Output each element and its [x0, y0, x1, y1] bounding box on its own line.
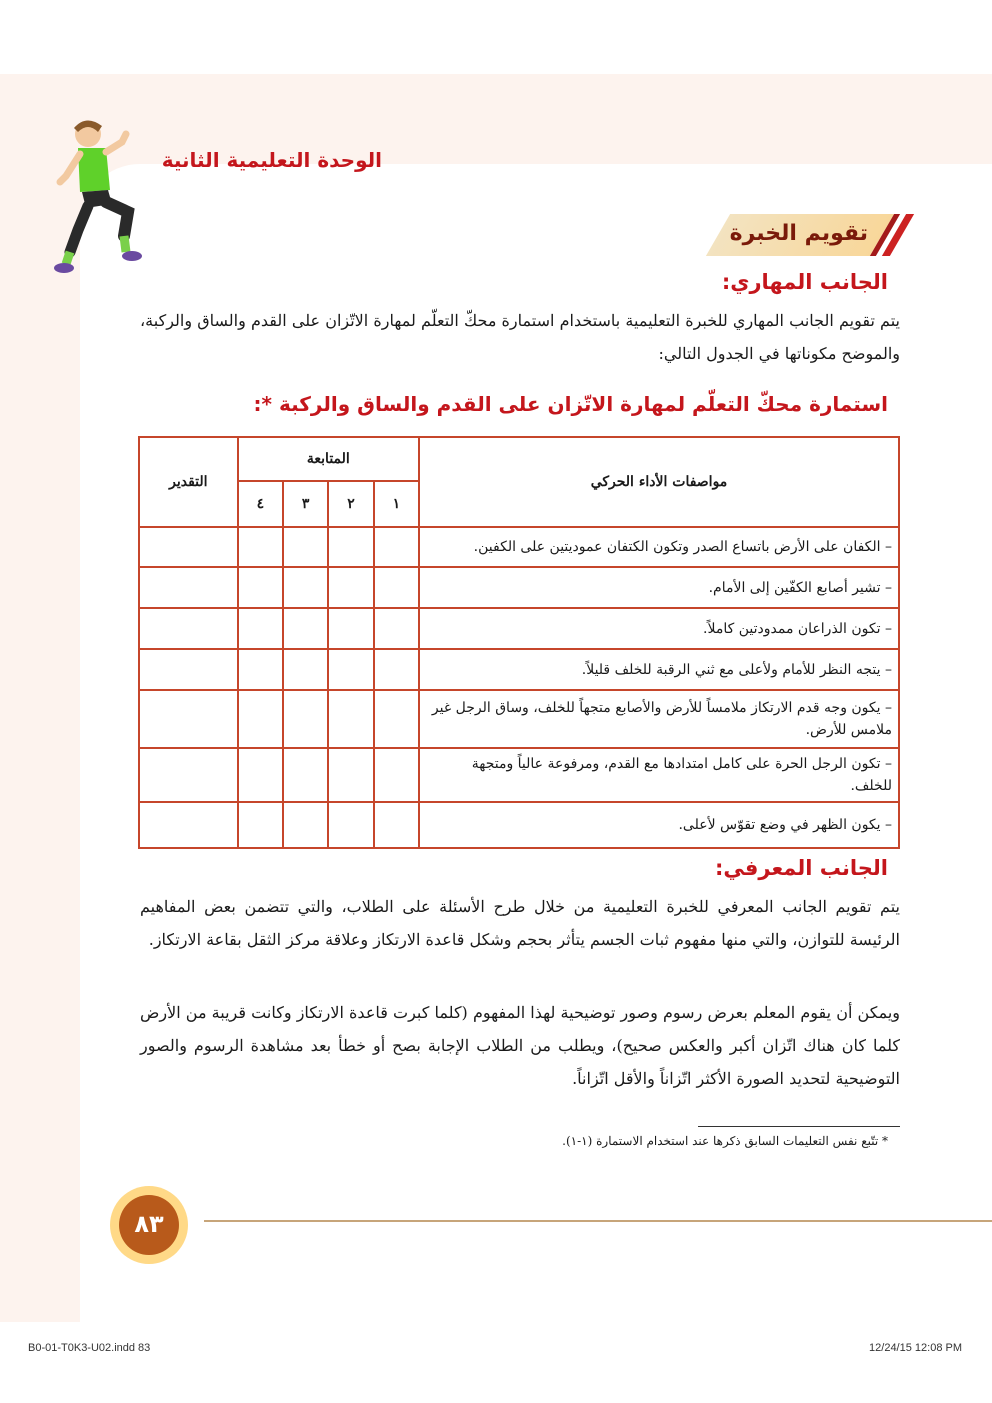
unit-title: الوحدة التعليمية الثانية [161, 148, 382, 172]
grade-cell[interactable] [139, 608, 238, 649]
section-title: تقويم الخبرة [729, 221, 868, 246]
check-cell[interactable] [374, 567, 419, 608]
table-row [139, 748, 899, 802]
check-cell[interactable] [374, 608, 419, 649]
check-cell[interactable] [374, 527, 419, 567]
check-cell[interactable] [374, 649, 419, 690]
table-row [139, 649, 899, 690]
check-cell[interactable] [238, 608, 283, 649]
header-num-3: ٣ [283, 481, 328, 527]
check-cell[interactable] [283, 802, 328, 848]
check-cell[interactable] [283, 748, 328, 802]
header-monitoring: المتابعة [238, 437, 419, 481]
row-description: – تشير أصابع الكفّين إلى الأمام. [419, 567, 899, 608]
check-cell[interactable] [283, 527, 328, 567]
table-row [139, 690, 899, 748]
check-cell[interactable] [328, 567, 373, 608]
cognitive-paragraph-2: ويمكن أن يقوم المعلم بعرض رسوم وصور توضيحية لهذا المفهوم (كلما كبرت قاعدة الارتكاز وكانت قريبة من الأرض كلما كان هناك اتّزان أكبر والعكس صحيح)، ويطلب من الطلاب الإجابة بصح أو خطأ بعد مشاهدة الرسوم والصور التوضيحية لتحديد الصورة الأكثر اتّزاناً والأقل اتّزاناً. [140, 1003, 900, 1088]
grade-cell[interactable] [139, 748, 238, 802]
check-cell[interactable] [238, 527, 283, 567]
row-description: – الكفان على الأرض باتساع الصدر وتكون الكتفان عموديتين على الكفين. [419, 527, 899, 567]
grade-cell[interactable] [139, 802, 238, 848]
footnote-divider [698, 1126, 900, 1127]
header-num-4: ٤ [238, 481, 283, 527]
table-row [139, 802, 899, 848]
check-cell[interactable] [328, 649, 373, 690]
grade-cell[interactable] [139, 649, 238, 690]
row-description: – يتجه النظر للأمام ولأعلى مع ثني الرقبة للخلف قليلاً. [419, 649, 899, 690]
evaluation-table [138, 436, 900, 849]
row-description: – يكون وجه قدم الارتكاز ملامساً للأرض والأصابع متجهاً للخلف، وساق الرجل غير ملامس للأرض. [419, 690, 899, 748]
row-description: – تكون الذراعان ممدودتين كاملاً. [419, 608, 899, 649]
check-cell[interactable] [374, 748, 419, 802]
page-number-badge [110, 1186, 188, 1264]
check-cell[interactable] [238, 690, 283, 748]
check-cell[interactable] [283, 649, 328, 690]
footnote: * تتّبع نفس التعليمات السابق ذكرها عند استخدام الاستمارة (١-١). [562, 1134, 888, 1148]
grade-cell[interactable] [139, 567, 238, 608]
check-cell[interactable] [328, 802, 373, 848]
header-grade: التقدير [139, 437, 238, 527]
header-num-2: ٢ [328, 481, 373, 527]
check-cell[interactable] [328, 690, 373, 748]
skill-heading: الجانب المهاري: [721, 270, 888, 294]
check-cell[interactable] [374, 802, 419, 848]
check-cell[interactable] [374, 690, 419, 748]
slug-date: 12/24/15 12:08 PM [869, 1342, 962, 1354]
form-title: استمارة محكّ التعلّم لمهارة الاتّزان على القدم والساق والركبة *: [253, 392, 888, 416]
table-row [139, 527, 899, 567]
check-cell[interactable] [283, 567, 328, 608]
header-description: مواصفات الأداء الحركي [419, 437, 899, 527]
row-description: – يكون الظهر في وضع تقوّس لأعلى. [419, 802, 899, 848]
check-cell[interactable] [238, 748, 283, 802]
check-cell[interactable] [328, 527, 373, 567]
table-row [139, 567, 899, 608]
header-num-1: ١ [374, 481, 419, 527]
grade-cell[interactable] [139, 527, 238, 567]
cognitive-paragraph-1: يتم تقويم الجانب المعرفي للخبرة التعليمية من خلال طرح الأسئلة على الطلاب، والتي تتضمن بعض المفاهيم الرئيسة للتوازن، والتي منها مفهوم ثبات الجسم يتأثر بحجم وشكل قاعدة الارتكاز وعلاقة مركز الثقل بقاعة الارتكاز. [140, 897, 900, 949]
check-cell[interactable] [283, 690, 328, 748]
slug-file: B0-01-T0K3-U02.indd 83 [28, 1342, 151, 1354]
cognitive-heading: الجانب المعرفي: [714, 856, 888, 880]
runner-illustration [48, 112, 148, 277]
grade-cell[interactable] [139, 690, 238, 748]
footer-rule [204, 1220, 992, 1222]
check-cell[interactable] [328, 748, 373, 802]
row-description: – تكون الرجل الحرة على كامل امتدادها مع القدم، ومرفوعة عالياً ومتجهة للخلف. [419, 748, 899, 802]
check-cell[interactable] [238, 567, 283, 608]
check-cell[interactable] [328, 608, 373, 649]
page-number: ٨٣ [119, 1195, 179, 1255]
check-cell[interactable] [238, 649, 283, 690]
section-banner [718, 214, 888, 256]
table-row [139, 608, 899, 649]
skill-paragraph: يتم تقويم الجانب المهاري للخبرة التعليمية باستخدام استمارة محكّ التعلّم لمهارة الاتّزان على القدم والساق والركبة، والموضح مكوناتها في الجدول التالي: [140, 311, 900, 363]
check-cell[interactable] [283, 608, 328, 649]
check-cell[interactable] [238, 802, 283, 848]
